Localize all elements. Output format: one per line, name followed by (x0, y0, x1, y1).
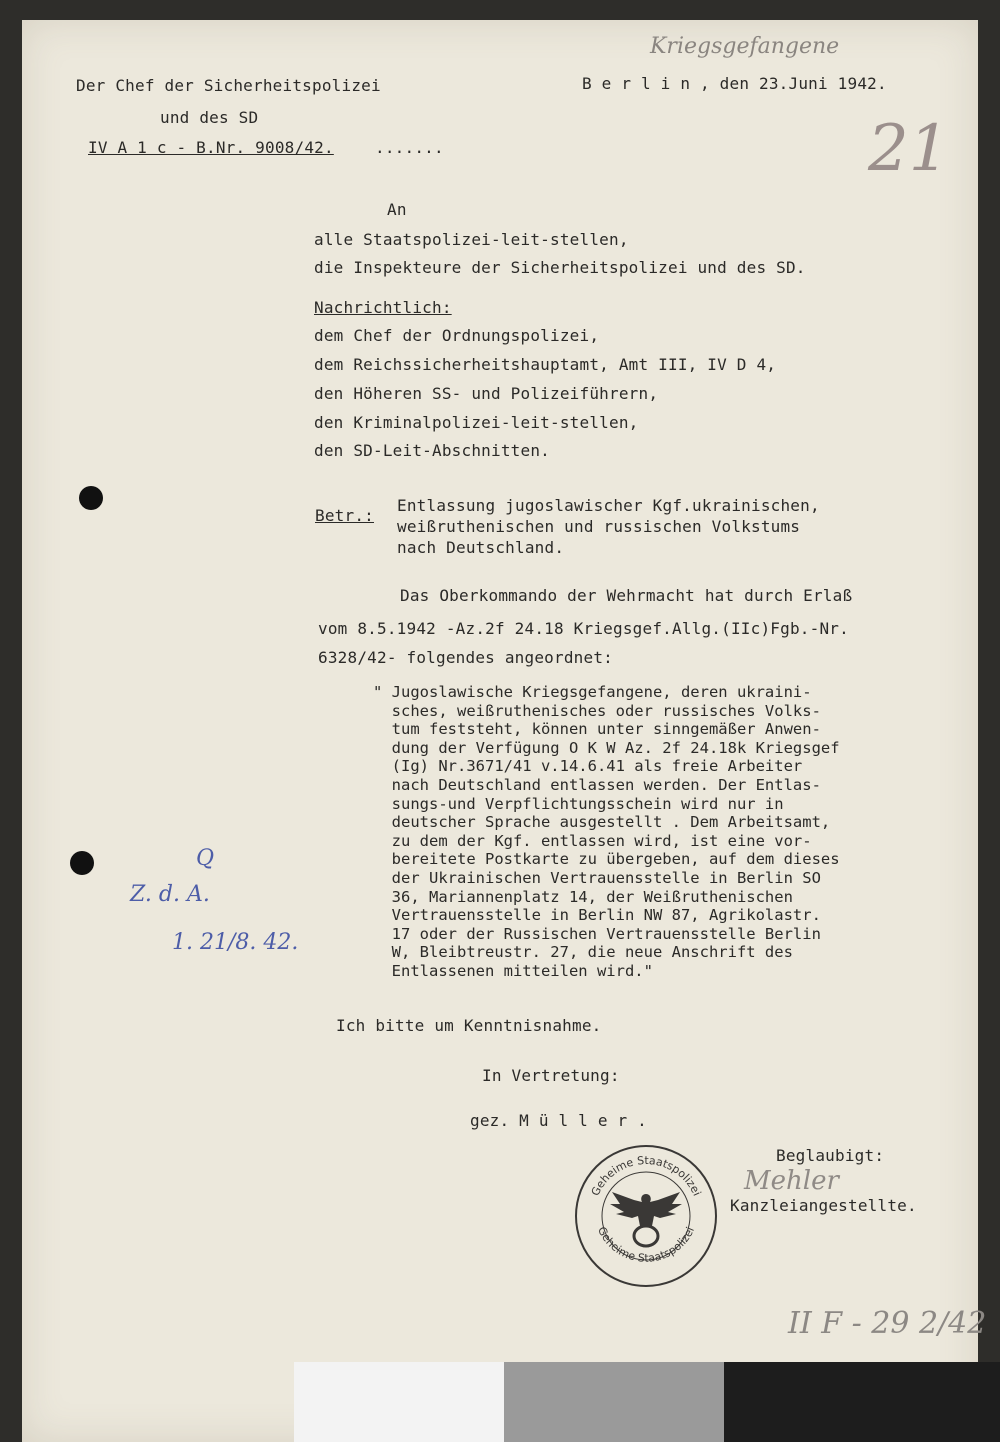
intro-line-2: vom 8.5.1942 -Az.2f 24.18 Kriegsgef.Allg.(IIc)Fgb.-Nr. (318, 619, 849, 638)
color-calibration-strip (294, 1362, 1000, 1442)
info-line-2: dem Reichssicherheitshauptamt, Amt III, IV D 4, (314, 355, 777, 374)
page-number: 21 (868, 112, 950, 186)
info-line-5: den SD-Leit-Abschnitten. (314, 441, 550, 460)
recipient-line-1: alle Staatspolizei-leit-stellen, (314, 230, 629, 249)
info-line-3: den Höheren SS- und Polizeiführern, (314, 384, 659, 403)
clerk-signature: Mehler (744, 1166, 839, 1196)
quote-line: der Ukrainischen Vertrauensstelle in Berlin SO (373, 868, 821, 887)
archive-number: II F - 29 2/42 (788, 1306, 987, 1341)
intro-line-1: Das Oberkommando der Wehrmacht hat durch Erlaß (400, 586, 853, 605)
signed-mueller: gez. M ü l l e r . (470, 1111, 647, 1130)
reference-dots: ....... (375, 138, 444, 157)
quote-line: sungs-und Verpflichtungsschein wird nur in (373, 794, 784, 813)
quote-line: bereitete Postkarte zu übergeben, auf dem dieses (373, 850, 840, 869)
calibration-black-patch (724, 1362, 1000, 1442)
quote-line: sches, weißruthenisches oder russisches Volks- (373, 701, 821, 720)
subject-line-2: weißruthenischen und russischen Volkstums (397, 517, 801, 536)
reference-number: IV A 1 c - B.Nr. 9008/42. (88, 138, 334, 157)
quote-line: tum feststeht, können unter sinngemäßer Anwen- (373, 720, 821, 739)
quote-line: Entlassenen mitteilen wird." (373, 961, 653, 980)
quote-line: nach Deutschland entlassen werden. Der Entlas- (373, 775, 821, 794)
eagle-emblem-icon (610, 1192, 682, 1246)
recipient-line-2: die Inspekteure der Sicherheitspolizei und des SD. (314, 258, 806, 277)
certified-label: Beglaubigt: (776, 1146, 885, 1165)
recipient-an: An (387, 200, 407, 219)
info-heading: Nachrichtlich: (314, 298, 452, 317)
sender-line-2: und des SD (160, 108, 259, 127)
closing-line: Ich bitte um Kenntnisnahme. (336, 1016, 602, 1035)
quote-line: " Jugoslawische Kriegsgefangene, deren ukraini- (373, 683, 812, 701)
info-line-4: den Kriminalpolizei-leit-stellen, (314, 413, 639, 432)
quote-line: deutscher Sprache ausgestellt . Dem Arbeitsamt, (373, 813, 831, 832)
info-line-1: dem Chef der Ordnungspolizei, (314, 326, 600, 345)
subject-line-1: Entlassung jugoslawischer Kgf.ukrainischen, (397, 496, 820, 515)
place-date: B e r l i n , den 23.Juni 1942. (582, 74, 887, 93)
calibration-white-patch (294, 1362, 504, 1442)
margin-note-date: 1. 21/8. 42. (172, 930, 299, 955)
calibration-grey-patch (504, 1362, 724, 1442)
stamp-text-top: Geheime Staatspolizei (588, 1153, 704, 1198)
gestapo-stamp (572, 1142, 720, 1290)
clerk-title: Kanzleiangestellte. (730, 1196, 917, 1215)
margin-note-zda: Z. d. A. (130, 882, 210, 907)
subject-line-3: nach Deutschland. (397, 538, 565, 557)
quote-line: dung der Verfügung O K W Az. 2f 24.18k Kriegsgef (373, 738, 840, 757)
stamp-text-bottom: Geheime Staatspolizei (594, 1224, 698, 1265)
order-quote (373, 683, 973, 981)
in-vertretung: In Vertretung: (482, 1066, 620, 1085)
intro-line-3: 6328/42- folgendes angeordnet: (318, 648, 613, 667)
quote-line: 17 oder der Russischen Vertrauensstelle Berlin (373, 924, 821, 943)
punch-hole-top (79, 486, 103, 510)
quote-line: W, Bleibtreustr. 27, die neue Anschrift des (373, 943, 793, 962)
pencil-note-top: Kriegsgefangene (650, 34, 840, 59)
quote-line: 36, Mariannenplatz 14, der Weißruthenischen (373, 887, 793, 906)
quote-line: (Ig) Nr.3671/41 v.14.6.41 als freie Arbeiter (373, 757, 803, 776)
quote-line: Vertrauensstelle in Berlin NW 87, Agrikolastr. (373, 906, 821, 925)
subject-label: Betr.: (315, 506, 374, 525)
sender-line-1: Der Chef der Sicherheitspolizei (76, 76, 381, 95)
punch-hole-bottom (70, 851, 94, 875)
quote-line: zu dem der Kgf. entlassen wird, ist eine vor- (373, 831, 812, 850)
margin-note-q: Q (196, 846, 215, 871)
